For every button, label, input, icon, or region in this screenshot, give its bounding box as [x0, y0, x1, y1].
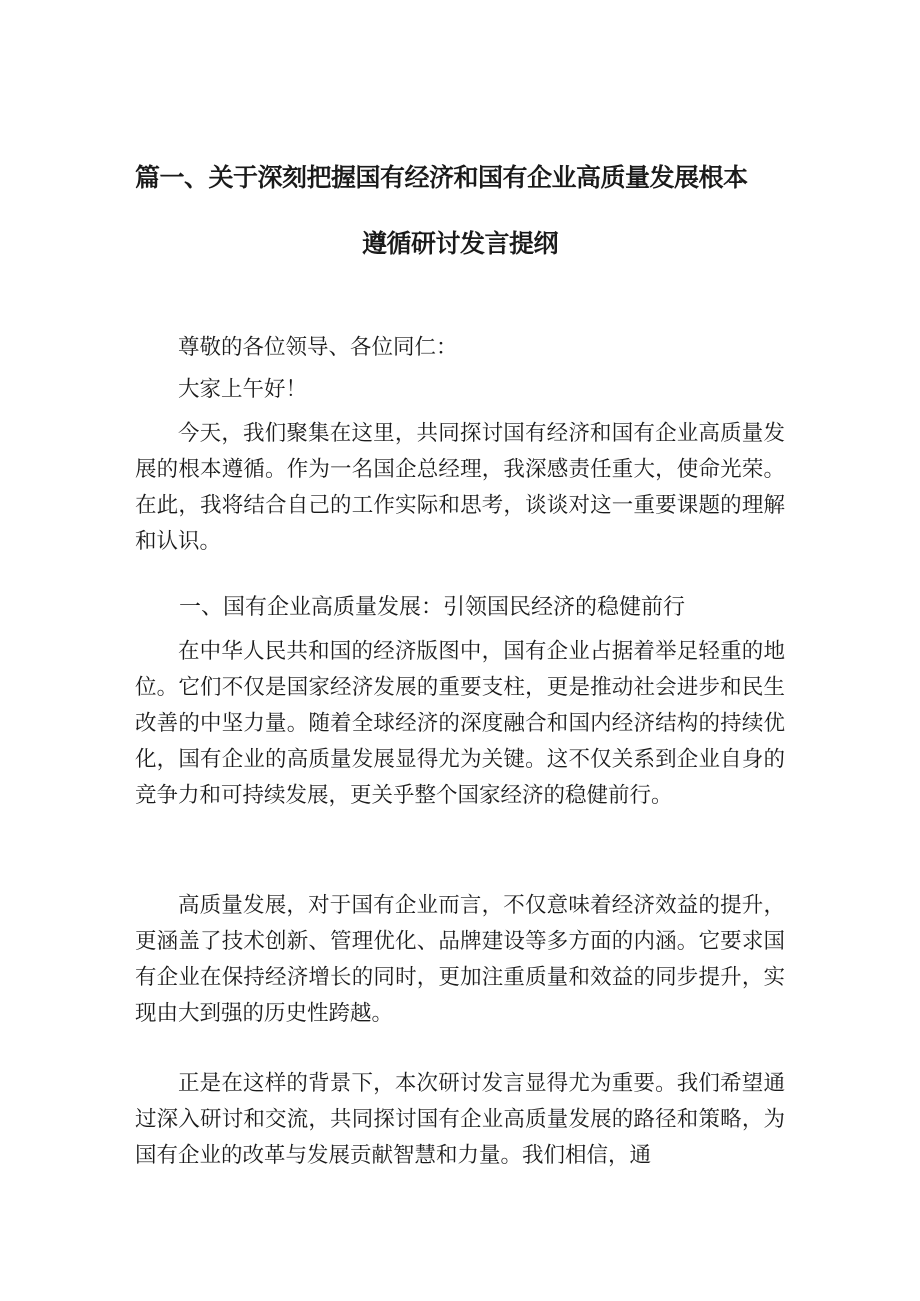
greeting: 大家上午好！	[178, 377, 308, 402]
paragraph-3: 正是在这样的背景下，本次研讨发言显得尤为重要。我们希望通过深入研讨和交流，共同探讨国有企业高质量发展的路径和策略，为国有企业的改革与发展贡献智慧和力量。我们相信，通	[135, 1071, 785, 1168]
paragraph-2: 高质量发展，对于国有企业而言，不仅意味着经济效益的提升，更涵盖了技术创新、管理优化、品牌建设等多方面的内涵。它要求国有企业在保持经济增长的同时，更加注重质量和效益的同步提升，实现由大到强的历史性跨越。	[135, 893, 785, 1026]
document-title-line-2: 遵循研讨发言提纲	[361, 229, 558, 258]
paragraph-1: 在中华人民共和国的经济版图中，国有企业占据着举足轻重的地位。它们不仅是国家经济发展的重要支柱，更是推动社会进步和民生改善的中坚力量。随着全球经济的深度融合和国内经济结构的持续优化，国有企业的高质量发展显得尤为关键。这不仅关系到企业自身的竞争力和可持续发展，更关乎整个国家经济的稳健前行。	[135, 639, 785, 808]
intro-paragraph: 今天，我们聚集在这里，共同探讨国有经济和国有企业高质量发展的根本遵循。作为一名国企总经理，我深感责任重大，使命光荣。在此，我将结合自己的工作实际和思考，谈谈对这一重要课题的理解和认识。	[135, 421, 785, 554]
document-title-line-1: 篇一、关于深刻把握国有经济和国有企业高质量发展根本	[135, 163, 748, 192]
salutation: 尊敬的各位领导、各位同仁：	[178, 335, 458, 360]
section-1-heading: 一、国有企业高质量发展：引领国民经济的稳健前行	[179, 595, 686, 620]
